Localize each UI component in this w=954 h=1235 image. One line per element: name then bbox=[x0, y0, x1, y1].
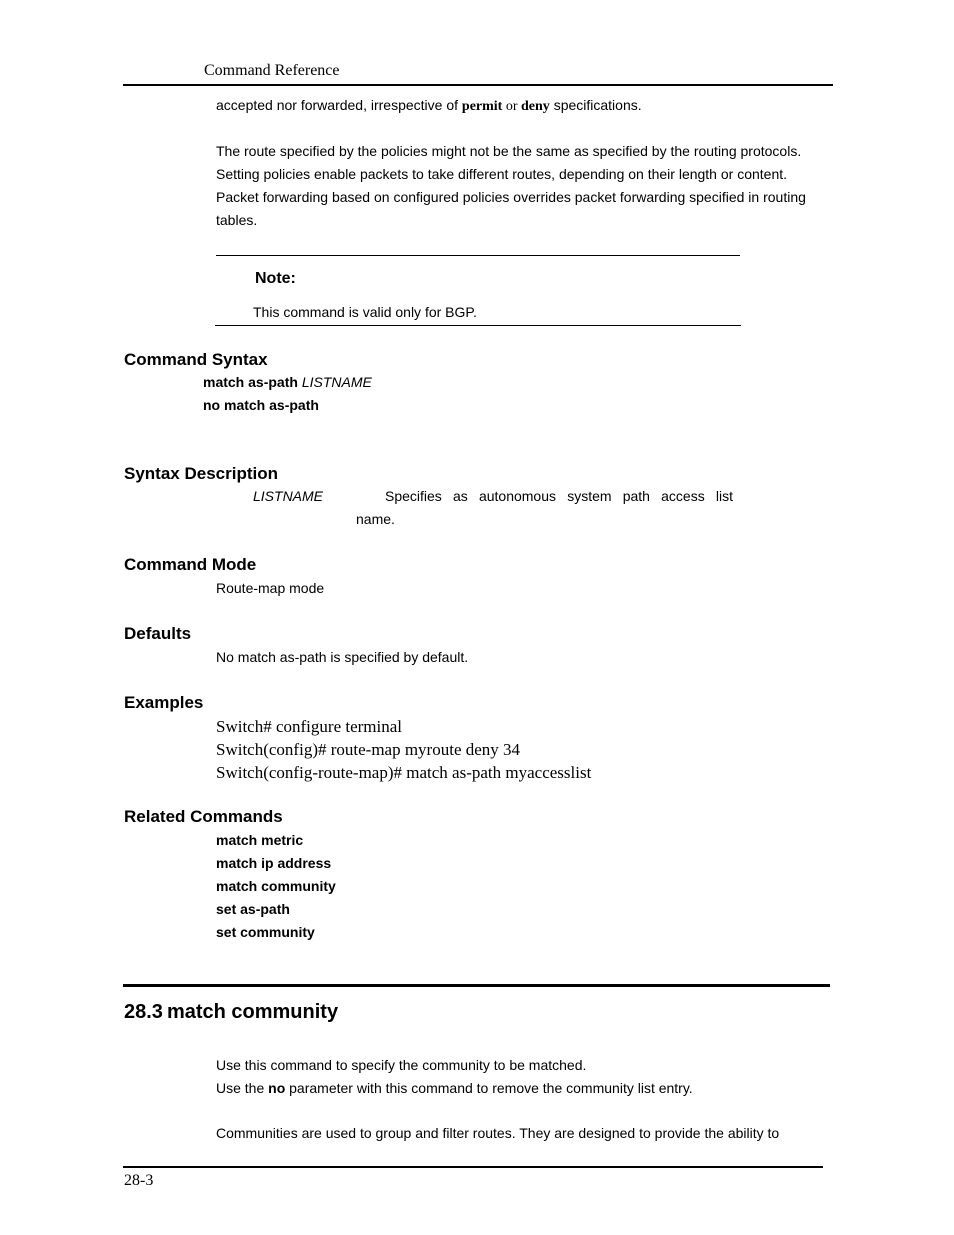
note-bottom-rule bbox=[215, 325, 741, 326]
paragraph-line: tables. bbox=[216, 212, 258, 228]
example-line: Switch(config-route-map)# match as-path myaccesslist bbox=[216, 763, 592, 782]
section-title: match community bbox=[166, 1001, 339, 1023]
syntax-line-2: no match as-path bbox=[203, 397, 319, 413]
paragraph-line: Packet forwarding based on configured policies overrides packet forwarding specified in routing bbox=[216, 189, 806, 205]
footer-rule bbox=[123, 1166, 823, 1168]
paragraph-line: Setting policies enable packets to take different routes, depending on their length or content. bbox=[216, 166, 788, 182]
permit-keyword: permit bbox=[461, 99, 503, 114]
example-line: Switch# configure terminal bbox=[216, 717, 403, 736]
intro-text: accepted nor forwarded, irrespective of bbox=[216, 97, 462, 113]
desc-word: system bbox=[567, 488, 612, 504]
desc-word: access bbox=[661, 488, 705, 504]
note-text: This command is valid only for BGP. bbox=[253, 304, 477, 320]
param-description-line-1 bbox=[385, 488, 733, 504]
section-number: 28.3 bbox=[124, 1001, 163, 1023]
related-command-item: set community bbox=[216, 924, 315, 940]
related-command-item: match metric bbox=[216, 832, 304, 848]
syntax-command: match as-path bbox=[203, 374, 302, 390]
note-title: Note: bbox=[255, 270, 296, 287]
section-line-1: Use this command to specify the community to be matched. bbox=[216, 1057, 587, 1073]
section-line-2 bbox=[216, 1080, 693, 1096]
param-description-line-2: name. bbox=[356, 511, 395, 527]
intro-text-end: specifications. bbox=[549, 97, 642, 113]
syntax-line-1 bbox=[203, 374, 372, 390]
related-commands-list bbox=[216, 829, 336, 944]
desc-word: autonomous bbox=[478, 488, 557, 504]
section-line-2-post: parameter with this command to remove the community list entry. bbox=[285, 1080, 693, 1096]
defaults-text: No match as-path is specified by default. bbox=[216, 649, 469, 665]
desc-word: path bbox=[622, 488, 650, 504]
intro-or: or bbox=[502, 99, 522, 114]
note-top-rule bbox=[216, 255, 740, 256]
intro-line bbox=[216, 94, 642, 118]
paragraph-line: The route specified by the policies might not be the same as specified by the routing protocols. bbox=[216, 143, 802, 159]
command-mode-heading: Command Mode bbox=[124, 555, 257, 574]
page-number: 28-3 bbox=[124, 1172, 154, 1189]
example-line: Switch(config)# route-map myroute deny 34 bbox=[216, 740, 521, 759]
syntax-argument: LISTNAME bbox=[301, 374, 372, 390]
desc-word: Specifies bbox=[385, 488, 442, 504]
policy-paragraph bbox=[216, 140, 806, 232]
param-name: LISTNAME bbox=[253, 488, 324, 504]
desc-word: list bbox=[715, 488, 733, 504]
section-line-2-pre: Use the bbox=[216, 1080, 269, 1096]
running-header: Command Reference bbox=[204, 62, 340, 79]
deny-keyword: deny bbox=[521, 99, 550, 114]
section-line-3: Communities are used to group and filter routes. They are designed to provide the ability to bbox=[216, 1125, 780, 1141]
section-rule bbox=[123, 984, 830, 987]
examples-heading: Examples bbox=[124, 693, 204, 712]
related-command-item: match ip address bbox=[216, 855, 332, 871]
defaults-heading: Defaults bbox=[124, 624, 192, 643]
example-code-block bbox=[216, 715, 591, 784]
related-commands-heading: Related Commands bbox=[124, 807, 283, 826]
syntax-description-heading: Syntax Description bbox=[124, 464, 278, 483]
command-mode-text: Route-map mode bbox=[216, 580, 325, 596]
desc-word: as bbox=[452, 488, 468, 504]
command-syntax-heading: Command Syntax bbox=[124, 350, 268, 369]
section-heading bbox=[124, 1001, 338, 1024]
related-command-item: match community bbox=[216, 878, 336, 894]
related-command-item: set as-path bbox=[216, 901, 290, 917]
no-keyword: no bbox=[268, 1080, 286, 1096]
header-rule bbox=[123, 84, 833, 86]
